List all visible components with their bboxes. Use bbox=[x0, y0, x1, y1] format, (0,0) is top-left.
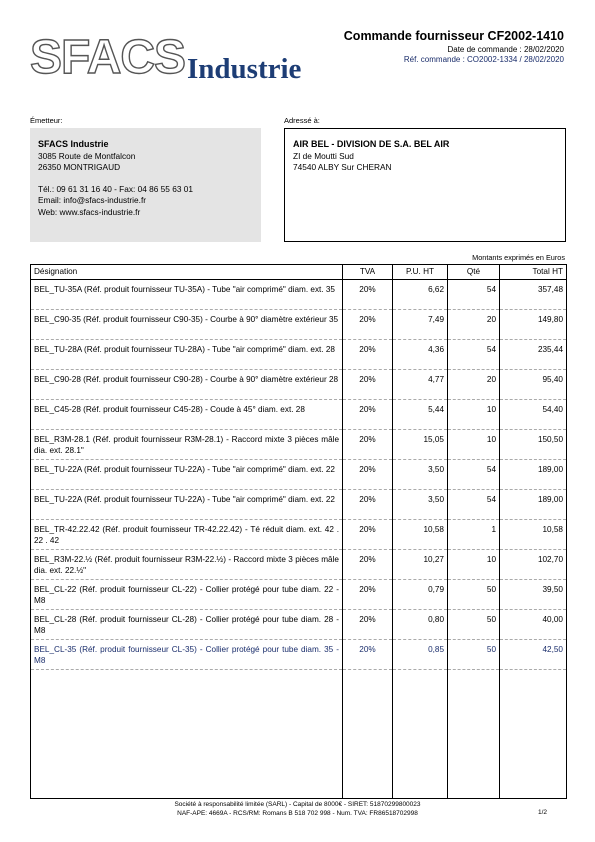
cell-total: 42,50 bbox=[500, 640, 567, 670]
header-vat: TVA bbox=[343, 265, 393, 280]
cell-total: 235,44 bbox=[500, 340, 567, 370]
cell-designation: BEL_TR-42.22.42 (Réf. produit fournisseur TR-42.22.42) - Té réduit diam. ext. 42 . 22 . 42 bbox=[31, 520, 343, 550]
cell-unit-price: 10,27 bbox=[393, 550, 448, 580]
cell-qty: 50 bbox=[448, 610, 500, 640]
cell-designation: BEL_TU-22A (Réf. produit fournisseur TU-22A) - Tube "air comprimé" diam. ext. 22 bbox=[31, 490, 343, 520]
cell-designation: BEL_CL-22 (Réf. produit fournisseur CL-22) - Collier protégé pour tube diam. 22 - M8 bbox=[31, 580, 343, 610]
cell-vat: 20% bbox=[343, 310, 393, 340]
empty-cell bbox=[500, 670, 567, 799]
emitter-address2: 26350 MONTRIGAUD bbox=[38, 162, 121, 172]
empty-cell bbox=[448, 670, 500, 799]
cell-total: 357,48 bbox=[500, 280, 567, 310]
emitter-phone-fax: Tél.: 09 61 31 16 40 - Fax: 04 86 55 63 01 bbox=[38, 183, 193, 194]
table-row bbox=[31, 430, 567, 460]
cell-unit-price: 4,77 bbox=[393, 370, 448, 400]
table-row bbox=[31, 580, 567, 610]
cell-qty: 20 bbox=[448, 370, 500, 400]
currency-note: Montants exprimés en Euros bbox=[472, 253, 565, 262]
header-qty: Qté bbox=[448, 265, 500, 280]
recipient-label: Adressé à: bbox=[284, 116, 320, 125]
cell-vat: 20% bbox=[343, 640, 393, 670]
cell-total: 150,50 bbox=[500, 430, 567, 460]
cell-vat: 20% bbox=[343, 340, 393, 370]
cell-qty: 10 bbox=[448, 550, 500, 580]
cell-vat: 20% bbox=[343, 370, 393, 400]
empty-cell bbox=[393, 670, 448, 799]
table-filler-row bbox=[31, 670, 567, 799]
cell-designation: BEL_TU-28A (Réf. produit fournisseur TU-28A) - Tube "air comprimé" diam. ext. 28 bbox=[31, 340, 343, 370]
company-logo bbox=[30, 31, 315, 86]
cell-vat: 20% bbox=[343, 280, 393, 310]
cell-designation: BEL_C90-28 (Réf. produit fournisseur C90-28) - Courbe à 90° diamètre extérieur 28 bbox=[31, 370, 343, 400]
document-title: Commande fournisseur CF2002-1410 bbox=[343, 29, 564, 43]
cell-qty: 20 bbox=[448, 310, 500, 340]
page-number: 1/2 bbox=[537, 809, 547, 816]
cell-designation: BEL_C45-28 (Réf. produit fournisseur C45-28) - Coude à 45° diam. ext. 28 bbox=[31, 400, 343, 430]
emitter-address1: 3085 Route de Montfalcon bbox=[38, 150, 136, 161]
cell-total: 40,00 bbox=[500, 610, 567, 640]
cell-designation: BEL_R3M-28.1 (Réf. produit fournisseur R3M-28.1) - Raccord mixte 3 pièces mâle dia. ext. 28.1" bbox=[31, 430, 343, 460]
table-row bbox=[31, 550, 567, 580]
emitter-email: Email: info@sfacs-industrie.fr bbox=[38, 195, 147, 205]
cell-total: 95,40 bbox=[500, 370, 567, 400]
cell-designation: BEL_TU-35A (Réf. produit fournisseur TU-35A) - Tube "air comprimé" diam. ext. 35 bbox=[31, 280, 343, 310]
cell-unit-price: 6,62 bbox=[393, 280, 448, 310]
footer-line1: Société à responsabilité limitée (SARL) - Capital de 8000€ - SIRET: 51870299800023 bbox=[174, 801, 421, 808]
cell-vat: 20% bbox=[343, 610, 393, 640]
legal-footer bbox=[0, 800, 595, 818]
emitter-web: Web: www.sfacs-industrie.fr bbox=[38, 206, 141, 217]
table-row bbox=[31, 490, 567, 520]
emitter-name: SFACS Industrie bbox=[38, 139, 109, 149]
order-lines-table bbox=[30, 264, 567, 799]
order-reference: Réf. commande : CO2002-1334 / 28/02/2020 bbox=[403, 55, 564, 64]
table-row bbox=[31, 280, 567, 310]
footer-line2: NAF-APE: 4669A - RCS/RM: Romans B 518 702 998 - Num. TVA: FR86518702998 bbox=[177, 810, 418, 817]
cell-designation: BEL_R3M-22.½ (Réf. produit fournisseur R3M-22.½) - Raccord mixte 3 pièces mâle dia. ext. 22.½" bbox=[31, 550, 343, 580]
table-row bbox=[31, 310, 567, 340]
cell-qty: 1 bbox=[448, 520, 500, 550]
cell-qty: 50 bbox=[448, 580, 500, 610]
cell-unit-price: 3,50 bbox=[393, 490, 448, 520]
cell-unit-price: 10,58 bbox=[393, 520, 448, 550]
cell-vat: 20% bbox=[343, 460, 393, 490]
cell-qty: 50 bbox=[448, 640, 500, 670]
table-row bbox=[31, 400, 567, 430]
recipient-address2: 74540 ALBY Sur CHERAN bbox=[293, 162, 392, 172]
table-row bbox=[31, 370, 567, 400]
cell-total: 102,70 bbox=[500, 550, 567, 580]
cell-total: 54,40 bbox=[500, 400, 567, 430]
table-row bbox=[31, 340, 567, 370]
cell-qty: 54 bbox=[448, 340, 500, 370]
cell-qty: 54 bbox=[448, 280, 500, 310]
cell-designation: BEL_TU-22A (Réf. produit fournisseur TU-22A) - Tube "air comprimé" diam. ext. 22 bbox=[31, 460, 343, 490]
empty-cell bbox=[31, 670, 343, 799]
cell-total: 149,80 bbox=[500, 310, 567, 340]
cell-designation: BEL_C90-35 (Réf. produit fournisseur C90-35) - Courbe à 90° diamètre extérieur 35 bbox=[31, 310, 343, 340]
document-header bbox=[344, 29, 564, 64]
cell-vat: 20% bbox=[343, 580, 393, 610]
cell-total: 10,58 bbox=[500, 520, 567, 550]
cell-total: 39,50 bbox=[500, 580, 567, 610]
cell-designation: BEL_CL-28 (Réf. produit fournisseur CL-28) - Collier protégé pour tube diam. 28 - M8 bbox=[31, 610, 343, 640]
cell-unit-price: 0,80 bbox=[393, 610, 448, 640]
cell-unit-price: 4,36 bbox=[393, 340, 448, 370]
cell-vat: 20% bbox=[343, 400, 393, 430]
cell-qty: 10 bbox=[448, 400, 500, 430]
cell-vat: 20% bbox=[343, 550, 393, 580]
cell-vat: 20% bbox=[343, 430, 393, 460]
emitter-box bbox=[30, 128, 261, 242]
recipient-box bbox=[284, 128, 566, 242]
logo-primary-text: SFACS bbox=[30, 31, 186, 84]
table-row bbox=[31, 460, 567, 490]
cell-unit-price: 0,85 bbox=[393, 640, 448, 670]
table-row bbox=[31, 640, 567, 670]
header-unit-price: P.U. HT bbox=[393, 265, 448, 280]
emitter-label: Émetteur: bbox=[30, 116, 63, 125]
logo-secondary-text: Industrie bbox=[187, 53, 302, 85]
cell-vat: 20% bbox=[343, 520, 393, 550]
table-row bbox=[31, 520, 567, 550]
cell-qty: 10 bbox=[448, 430, 500, 460]
cell-qty: 54 bbox=[448, 460, 500, 490]
cell-vat: 20% bbox=[343, 490, 393, 520]
recipient-name: AIR BEL - DIVISION DE S.A. BEL AIR bbox=[293, 139, 450, 149]
cell-unit-price: 3,50 bbox=[393, 460, 448, 490]
cell-unit-price: 15,05 bbox=[393, 430, 448, 460]
table-header-row bbox=[31, 265, 567, 280]
cell-total: 189,00 bbox=[500, 460, 567, 490]
cell-designation: BEL_CL-35 (Réf. produit fournisseur CL-35) - Collier protégé pour tube diam. 35 - M8 bbox=[31, 640, 343, 670]
order-date: Date de commande : 28/02/2020 bbox=[447, 45, 564, 54]
recipient-address1: ZI de Moutti Sud bbox=[293, 150, 354, 161]
cell-qty: 54 bbox=[448, 490, 500, 520]
header-designation: Désignation bbox=[31, 265, 343, 280]
cell-unit-price: 0,79 bbox=[393, 580, 448, 610]
header-total: Total HT bbox=[500, 265, 567, 280]
table-row bbox=[31, 610, 567, 640]
cell-total: 189,00 bbox=[500, 490, 567, 520]
empty-cell bbox=[343, 670, 393, 799]
cell-unit-price: 7,49 bbox=[393, 310, 448, 340]
cell-unit-price: 5,44 bbox=[393, 400, 448, 430]
